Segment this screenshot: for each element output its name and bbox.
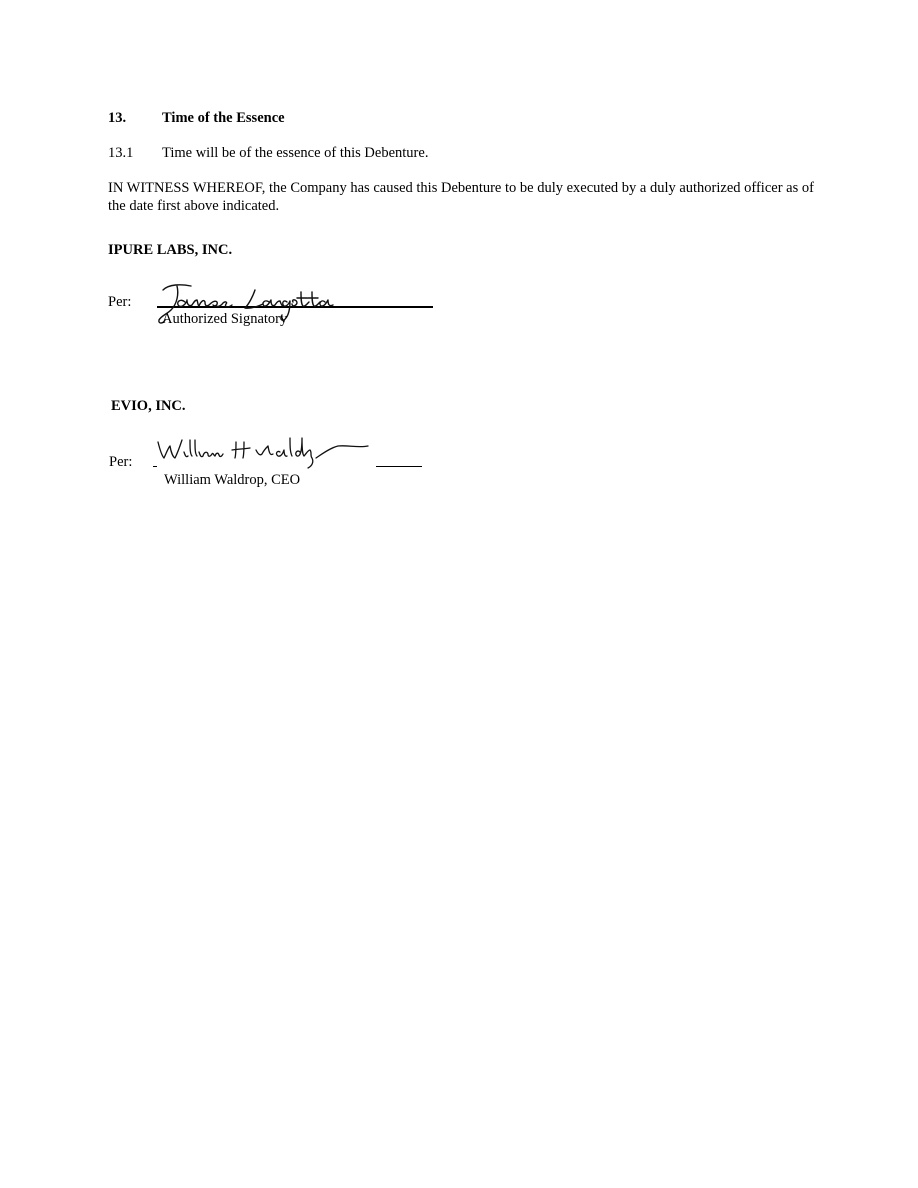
company-name-evio: EVIO, INC. xyxy=(111,398,186,414)
per-label: Per: xyxy=(109,454,133,470)
section-number: 13. xyxy=(108,110,127,126)
signatory-caption: William Waldrop, CEO xyxy=(164,472,301,488)
clause-number: 13.1 xyxy=(108,145,134,161)
witness-paragraph: IN WITNESS WHEREOF, the Company has caused this Debenture to be duly executed by a duly authorized officer as of the date first above indicated. xyxy=(108,180,814,214)
company-name-ipure: IPURE LABS, INC. xyxy=(108,242,233,258)
handwritten-signature-william-waldrop xyxy=(152,432,374,472)
clause-text: Time will be of the essence of this Debenture. xyxy=(162,145,429,161)
signature-line-end xyxy=(376,466,422,467)
signatory-caption: Authorized Signatory xyxy=(162,311,288,327)
per-label: Per: xyxy=(108,294,132,310)
section-title: Time of the Essence xyxy=(162,110,285,126)
